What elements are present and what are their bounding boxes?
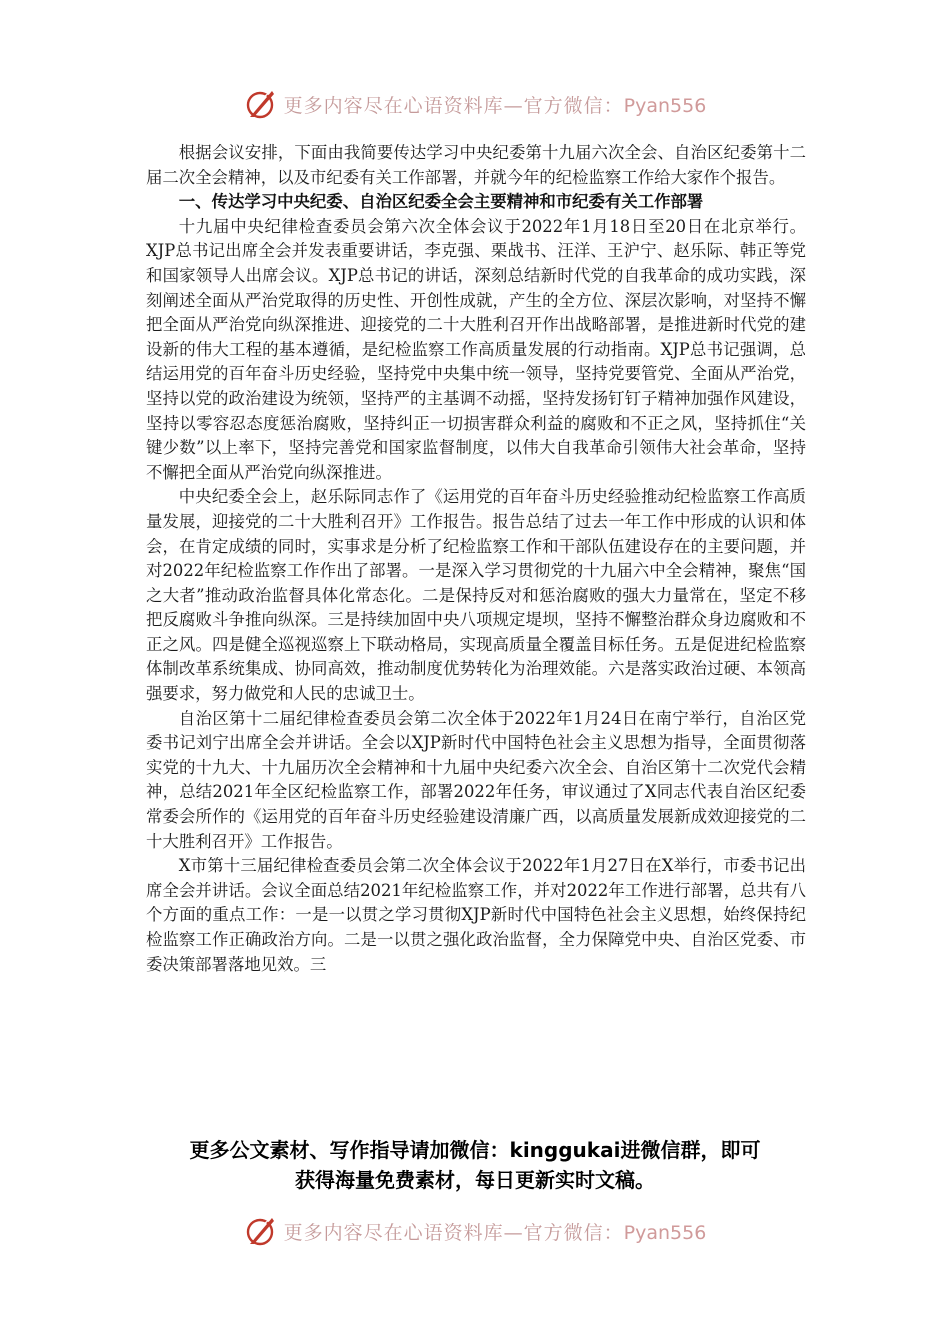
footer-wechat-id: Pyan556: [623, 1221, 707, 1244]
header-site-text: 更多内容尽在心语资料库—官方微信：: [283, 94, 624, 117]
footer-banner-text: [284, 1218, 707, 1245]
paragraph-work-report: 中央纪委全会上，赵乐际同志作了《运用党的百年奋斗历史经验推动纪检监察工作高质量发展，迎接党的二十大胜利召开》工作报告。报告总结了过去一年工作中形成的认识和体会，在肯定成绩的同时，实事求是分析了纪检监察工作和干部队伍建设存在的主要问题，并对2022年纪检监察工作作出了部署。一是深入学习贯彻党的十九届六中全会精神，聚焦“国之大者”推动政治监督具体化常态化。二是保持反对和惩治腐败的强大力量常在，坚定不移把反腐败斗争推向纵深。三是持续加固中央八项规定堤坝，坚持不懈整治群众身边腐败和不正之风。四是健全巡视巡察上下联动格局，实现高质量全覆盖目标任务。五是促进纪检监察体制改革系统集成、协同高效，推动制度优势转化为治理效能。六是落实政治过硬、本领高强要求，努力做党和人民的忠诚卫士。: [146, 487, 806, 704]
quill-pen-circle-logo-icon: [244, 1214, 278, 1248]
section-heading: 一、传达学习中央纪委、自治区纪委全会主要精神和市纪委有关工作部署: [178, 192, 704, 212]
header-banner-text: [284, 91, 707, 118]
footer-site-text: 更多内容尽在心语资料库—官方微信：: [283, 1221, 624, 1244]
header-banner: [0, 84, 950, 124]
paragraph-autonomous-region-plenary: 自治区第十二届纪律检查委员会第二次全体于2022年1月24日在南宁举行，自治区党委书记刘宁出席全会并讲话。全会以XJP新时代中国特色社会主义思想为指导，全面贯彻落实党的十九大、十九届历次全会精神和十九届中央纪委六次全会、自治区第十二次党代会精神，总结2021年全区纪检监察工作，部署2022年任务，审议通过了X同志代表自治区纪委常委会所作的《运用党的百年奋斗历史经验建设清廉广西，以高质量发展新成效迎接党的二十大胜利召开》工作报告。: [146, 708, 806, 851]
promo-line-2: 获得海量免费素材，每日更新实时文稿。: [295, 1168, 655, 1192]
promo-notice: [130, 1135, 820, 1195]
paragraph-central-commission-plenary: 十九届中央纪律检查委员会第六次全体会议于2022年1月18日至20日在北京举行。XJP总书记出席全会并发表重要讲话，李克强、栗战书、汪洋、王沪宁、赵乐际、韩正等党和国家领导人出席会议。XJP总书记的讲话，深刻总结新时代党的自我革命的成功实践，深刻阐述全面从严治党取得的历史性、开创性成就，产生的全方位、深层次影响，对坚持不懈把全面从严治党向纵深推进、迎接党的二十大胜利召开作出战略部署，是推进新时代党的建设新的伟大工程的基本遵循，是纪检监察工作高质量发展的行动指南。XJP总书记强调，总结运用党的百年奋斗历史经验，坚持党中央集中统一领导，坚持党要管党、全面从严治党，坚持以党的政治建设为统领，坚持严的主基调不动摇，坚持发扬钉钉子精神加强作风建设，坚持以零容忍态度惩治腐败，坚持纠正一切损害群众利益的腐败和不正之风，坚持抓住“关键少数”以上率下，坚持完善党和国家监督制度，以伟大自我革命引领伟大社会革命，坚持不懈把全面从严治党向纵深推进。: [146, 216, 806, 482]
paragraph-city-plenary: X市第十三届纪律检查委员会第二次全体会议于2022年1月27日在X举行，市委书记出席全会并讲话。会议全面总结2021年纪检监察工作，并对2022年工作进行部署，总共有八个方面的重点工作：一是一以贯之学习贯彻XJP新时代中国特色社会主义思想，始终保持纪检监察工作正确政治方向。二是一以贯之强化政治监督，全力保障党中央、自治区党委、市委决策部署落地见效。三: [146, 856, 806, 974]
quill-pen-circle-logo-icon: [244, 87, 278, 121]
document-body: [146, 141, 806, 977]
intro-paragraph: 根据会议安排，下面由我简要传达学习中央纪委第十九届六次全会、自治区纪委第十二届二次全会精神，以及市纪委有关工作部署，并就今年的纪检监察工作给大家作个报告。: [146, 143, 806, 187]
header-wechat-id: Pyan556: [623, 94, 707, 117]
promo-line-1: 更多公文素材、写作指导请加微信：kinggukai进微信群，即可: [189, 1138, 761, 1162]
footer-banner: [0, 1211, 950, 1251]
